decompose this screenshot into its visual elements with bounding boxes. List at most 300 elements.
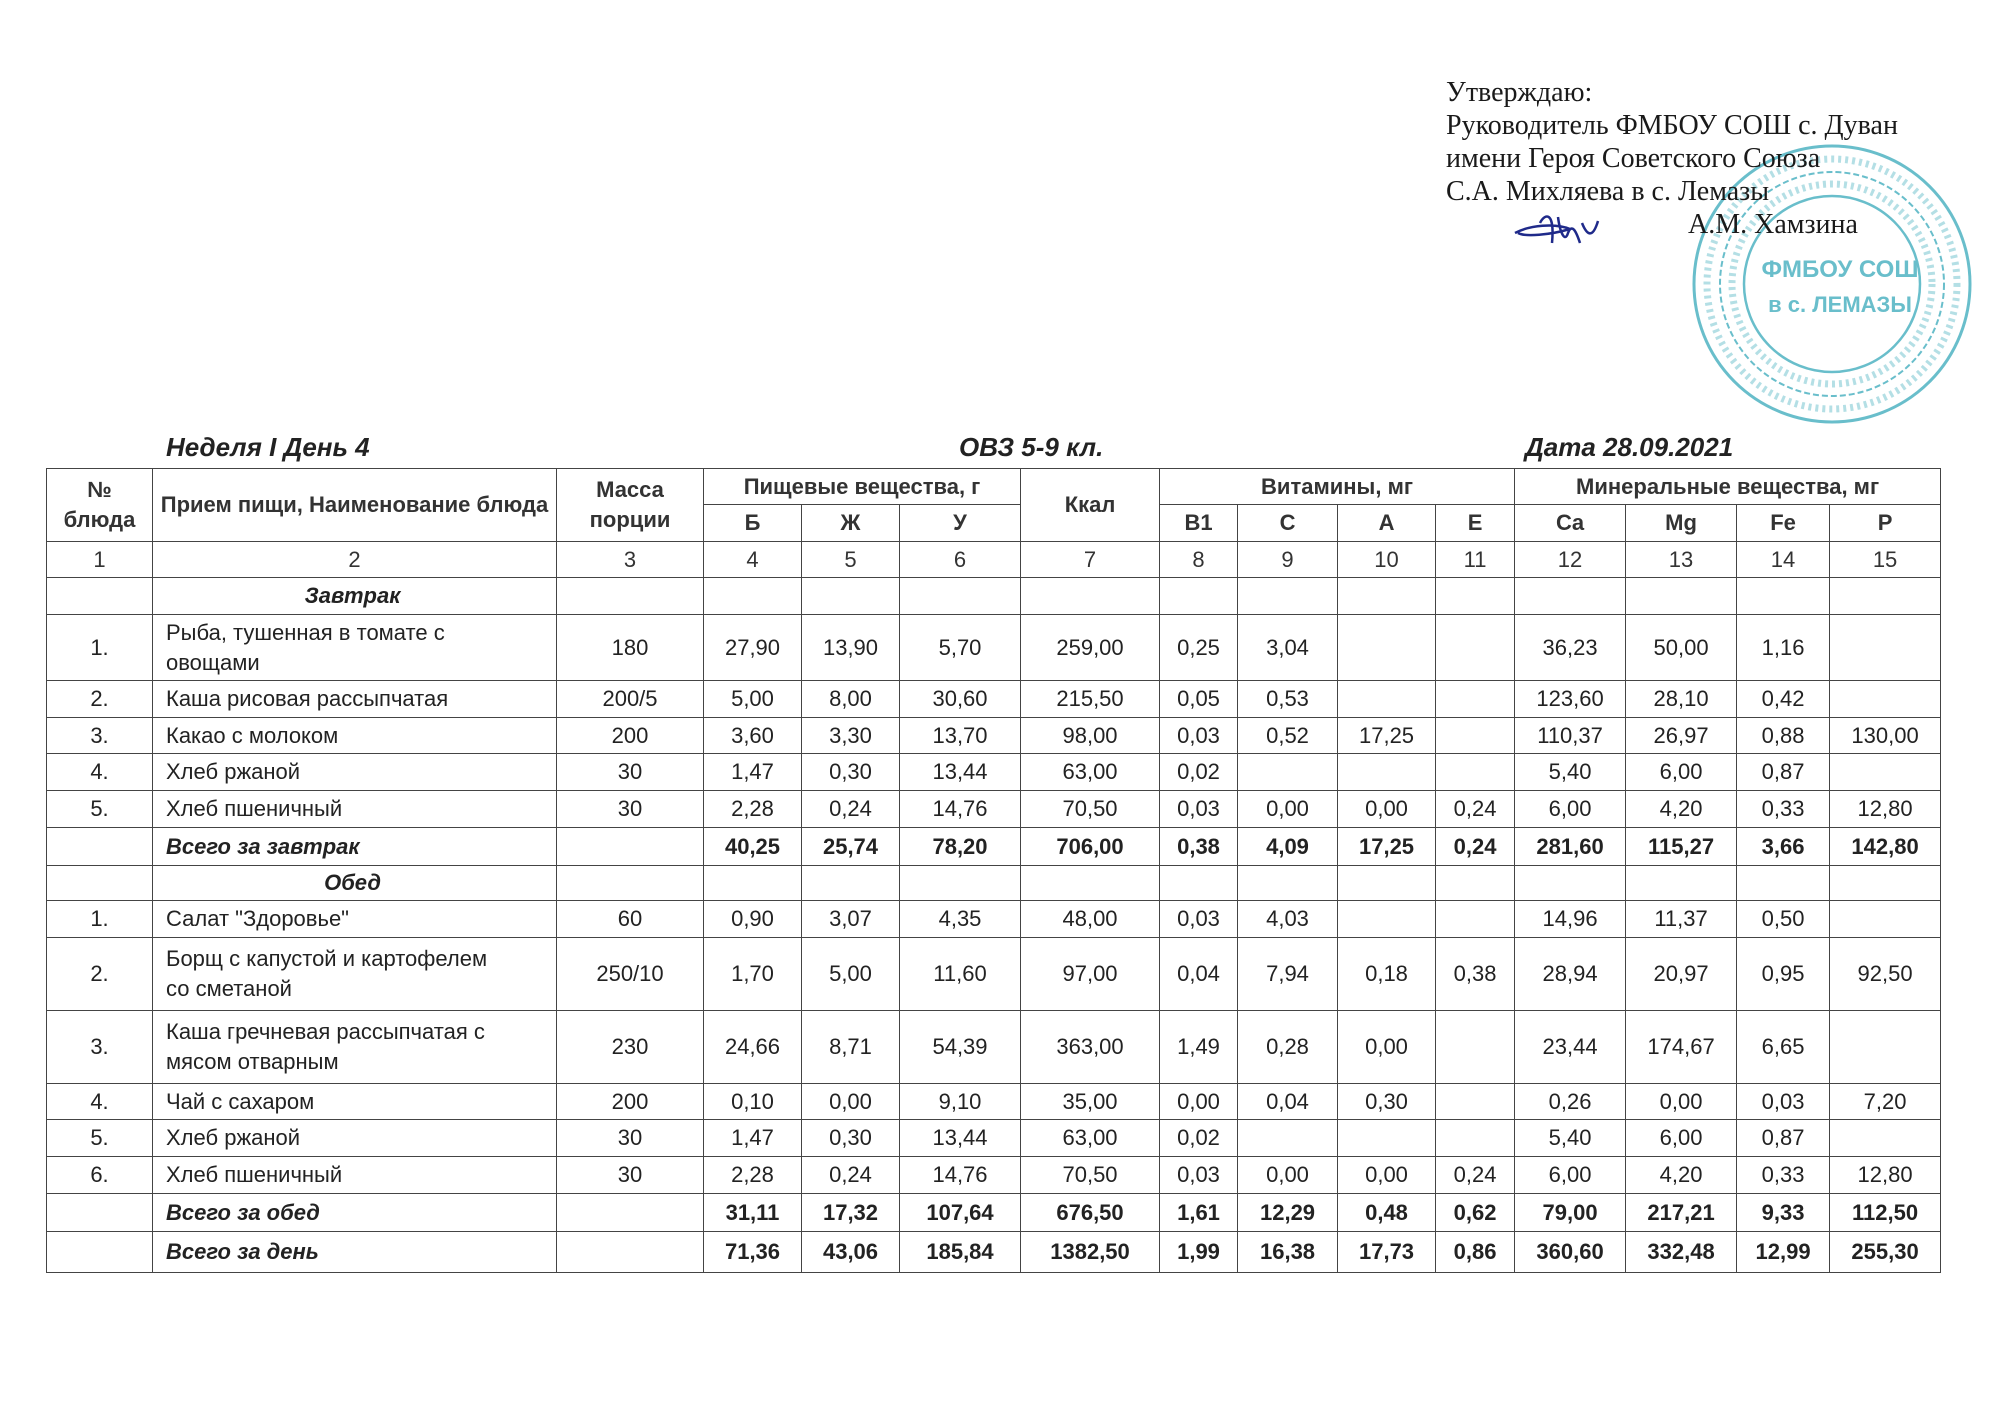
table-row	[47, 1011, 1941, 1084]
vit-a-cell: 0,18	[1338, 938, 1436, 1011]
dish-name-cell: Каша гречневая рассыпчатая с мясом отварным	[153, 1011, 557, 1084]
protein-cell: 1,47	[704, 1120, 802, 1157]
vit-b1-cell: 0,03	[1160, 718, 1238, 754]
vit-e-cell	[1436, 1120, 1515, 1157]
iron-cell: 0,50	[1737, 901, 1830, 938]
protein-cell	[704, 578, 802, 615]
calcium-cell: 6,00	[1515, 1157, 1626, 1194]
kcal-cell: 97,00	[1021, 938, 1160, 1011]
portion-mass-cell	[557, 828, 704, 866]
dish-number-cell: 3.	[47, 1011, 153, 1084]
protein-cell: 71,36	[704, 1232, 802, 1273]
table-row	[47, 938, 1941, 1011]
portion-mass-cell: 200	[557, 1084, 704, 1120]
vit-b1-cell	[1160, 866, 1238, 901]
protein-cell: 5,00	[704, 681, 802, 718]
magnesium-cell: 0,00	[1626, 1084, 1737, 1120]
header-minerals: Минеральные вещества, мг	[1515, 469, 1941, 505]
vit-b1-cell: 1,61	[1160, 1194, 1238, 1232]
vit-e-cell: 0,24	[1436, 791, 1515, 828]
vit-e-cell: 0,86	[1436, 1232, 1515, 1273]
dish-name-cell: Завтрак	[153, 578, 557, 615]
carbs-cell: 185,84	[900, 1232, 1021, 1273]
iron-cell: 0,03	[1737, 1084, 1830, 1120]
dish-name-cell: Хлеб пшеничный	[153, 1157, 557, 1194]
column-number: 15	[1830, 542, 1941, 578]
approval-signer: А.М. Хамзина	[1688, 209, 1858, 240]
table-row	[47, 681, 1941, 718]
header-protein: Б	[704, 505, 802, 542]
header-carbs: У	[900, 505, 1021, 542]
vit-a-cell	[1338, 1120, 1436, 1157]
iron-cell: 0,33	[1737, 1157, 1830, 1194]
carbs-cell: 4,35	[900, 901, 1021, 938]
carbs-cell: 13,70	[900, 718, 1021, 754]
vit-e-cell: 0,24	[1436, 828, 1515, 866]
vit-c-cell	[1238, 578, 1338, 615]
phosphorus-cell	[1830, 1011, 1941, 1084]
vit-b1-cell: 0,05	[1160, 681, 1238, 718]
fat-cell: 3,30	[802, 718, 900, 754]
kcal-cell: 215,50	[1021, 681, 1160, 718]
column-number: 9	[1238, 542, 1338, 578]
magnesium-cell: 174,67	[1626, 1011, 1737, 1084]
dish-name-cell: Всего за завтрак	[153, 828, 557, 866]
vit-b1-cell: 0,03	[1160, 791, 1238, 828]
dish-name-cell: Борщ с капустой и картофелем со сметаной	[153, 938, 557, 1011]
phosphorus-cell: 12,80	[1830, 1157, 1941, 1194]
header-kcal: Ккал	[1021, 469, 1160, 542]
phosphorus-cell	[1830, 901, 1941, 938]
vit-e-cell	[1436, 615, 1515, 681]
calcium-cell: 79,00	[1515, 1194, 1626, 1232]
protein-cell: 3,60	[704, 718, 802, 754]
vit-c-cell: 12,29	[1238, 1194, 1338, 1232]
dish-name-cell: Чай с сахаром	[153, 1084, 557, 1120]
vit-e-cell	[1436, 1011, 1515, 1084]
calcium-cell: 281,60	[1515, 828, 1626, 866]
iron-cell: 9,33	[1737, 1194, 1830, 1232]
column-number: 3	[557, 542, 704, 578]
vit-e-cell: 0,62	[1436, 1194, 1515, 1232]
dish-name-cell: Рыба, тушенная в томате с овощами	[153, 615, 557, 681]
vit-c-cell: 0,04	[1238, 1084, 1338, 1120]
vit-a-cell: 0,00	[1338, 1011, 1436, 1084]
header-mass: Масса порции	[557, 469, 704, 542]
total-row	[47, 1232, 1941, 1273]
magnesium-cell: 6,00	[1626, 754, 1737, 791]
portion-mass-cell: 30	[557, 791, 704, 828]
portion-mass-cell	[557, 1232, 704, 1273]
kcal-cell: 98,00	[1021, 718, 1160, 754]
fat-cell: 8,00	[802, 681, 900, 718]
table-row	[47, 1120, 1941, 1157]
vit-c-cell	[1238, 1120, 1338, 1157]
vit-b1-cell: 0,02	[1160, 754, 1238, 791]
calcium-cell	[1515, 578, 1626, 615]
approval-line: Утверждаю:	[1446, 77, 1593, 108]
kcal-cell: 48,00	[1021, 901, 1160, 938]
portion-mass-cell: 30	[557, 1157, 704, 1194]
fat-cell: 17,32	[802, 1194, 900, 1232]
iron-cell: 0,42	[1737, 681, 1830, 718]
phosphorus-cell: 7,20	[1830, 1084, 1941, 1120]
menu-table	[46, 468, 1941, 1273]
portion-mass-cell: 200/5	[557, 681, 704, 718]
vit-e-cell: 0,24	[1436, 1157, 1515, 1194]
date-title: Дата 28.09.2021	[1525, 432, 1734, 462]
vit-e-cell	[1436, 578, 1515, 615]
dish-name-cell: Салат "Здоровье"	[153, 901, 557, 938]
header-vit-c: C	[1238, 505, 1338, 542]
magnesium-cell: 20,97	[1626, 938, 1737, 1011]
phosphorus-cell	[1830, 615, 1941, 681]
portion-mass-cell: 180	[557, 615, 704, 681]
vit-c-cell: 0,52	[1238, 718, 1338, 754]
table-row	[47, 901, 1941, 938]
section-row	[47, 578, 1941, 615]
vit-b1-cell	[1160, 578, 1238, 615]
iron-cell: 0,87	[1737, 1120, 1830, 1157]
dish-number-cell	[47, 578, 153, 615]
group-title: ОВЗ 5-9 кл.	[959, 432, 1104, 462]
vit-c-cell: 0,28	[1238, 1011, 1338, 1084]
header-num: № блюда	[47, 469, 153, 542]
dish-number-cell	[47, 1194, 153, 1232]
protein-cell: 0,90	[704, 901, 802, 938]
vit-c-cell: 16,38	[1238, 1232, 1338, 1273]
vit-b1-cell: 0,38	[1160, 828, 1238, 866]
calcium-cell	[1515, 866, 1626, 901]
phosphorus-cell: 12,80	[1830, 791, 1941, 828]
calcium-cell: 0,26	[1515, 1084, 1626, 1120]
vit-e-cell: 0,38	[1436, 938, 1515, 1011]
vit-e-cell	[1436, 681, 1515, 718]
calcium-cell: 28,94	[1515, 938, 1626, 1011]
fat-cell: 8,71	[802, 1011, 900, 1084]
calcium-cell: 5,40	[1515, 754, 1626, 791]
table-row	[47, 718, 1941, 754]
kcal-cell: 70,50	[1021, 791, 1160, 828]
header-fe: Fe	[1737, 505, 1830, 542]
fat-cell	[802, 866, 900, 901]
protein-cell	[704, 866, 802, 901]
table-row	[47, 615, 1941, 681]
fat-cell: 0,24	[802, 1157, 900, 1194]
week-day-title: Неделя I День 4	[166, 432, 370, 462]
vit-c-cell	[1238, 754, 1338, 791]
approval-line: Руководитель ФМБОУ СОШ с. Дуван	[1446, 110, 1898, 141]
fat-cell: 0,24	[802, 791, 900, 828]
kcal-cell	[1021, 578, 1160, 615]
fat-cell: 0,30	[802, 1120, 900, 1157]
carbs-cell	[900, 866, 1021, 901]
phosphorus-cell	[1830, 578, 1941, 615]
dish-number-cell	[47, 866, 153, 901]
portion-mass-cell: 60	[557, 901, 704, 938]
portion-mass-cell: 200	[557, 718, 704, 754]
phosphorus-cell: 92,50	[1830, 938, 1941, 1011]
table-row	[47, 754, 1941, 791]
magnesium-cell: 28,10	[1626, 681, 1737, 718]
protein-cell: 31,11	[704, 1194, 802, 1232]
vit-a-cell: 0,00	[1338, 791, 1436, 828]
magnesium-cell: 217,21	[1626, 1194, 1737, 1232]
vit-c-cell: 4,09	[1238, 828, 1338, 866]
vit-e-cell	[1436, 1084, 1515, 1120]
vit-a-cell	[1338, 681, 1436, 718]
fat-cell: 0,30	[802, 754, 900, 791]
column-number: 2	[153, 542, 557, 578]
vit-c-cell: 4,03	[1238, 901, 1338, 938]
kcal-cell: 676,50	[1021, 1194, 1160, 1232]
carbs-cell: 30,60	[900, 681, 1021, 718]
vit-b1-cell: 0,02	[1160, 1120, 1238, 1157]
dish-number-cell: 5.	[47, 1120, 153, 1157]
dish-number-cell	[47, 1232, 153, 1273]
kcal-cell: 63,00	[1021, 1120, 1160, 1157]
calcium-cell: 23,44	[1515, 1011, 1626, 1084]
dish-number-cell: 1.	[47, 901, 153, 938]
approval-line: С.А. Михляева в с. Лемазы	[1446, 176, 1770, 207]
kcal-cell: 63,00	[1021, 754, 1160, 791]
calcium-cell: 6,00	[1515, 791, 1626, 828]
vit-b1-cell: 1,99	[1160, 1232, 1238, 1273]
vit-a-cell: 17,25	[1338, 828, 1436, 866]
header-vit-b1: B1	[1160, 505, 1238, 542]
dish-name-cell: Обед	[153, 866, 557, 901]
fat-cell: 0,00	[802, 1084, 900, 1120]
vit-a-cell	[1338, 754, 1436, 791]
column-number-row	[47, 542, 1941, 578]
total-row	[47, 828, 1941, 866]
magnesium-cell: 115,27	[1626, 828, 1737, 866]
portion-mass-cell: 30	[557, 1120, 704, 1157]
carbs-cell: 9,10	[900, 1084, 1021, 1120]
vit-b1-cell: 0,00	[1160, 1084, 1238, 1120]
kcal-cell: 706,00	[1021, 828, 1160, 866]
vit-b1-cell: 0,03	[1160, 1157, 1238, 1194]
column-number: 14	[1737, 542, 1830, 578]
header-fat: Ж	[802, 505, 900, 542]
portion-mass-cell: 230	[557, 1011, 704, 1084]
calcium-cell: 360,60	[1515, 1232, 1626, 1273]
phosphorus-cell	[1830, 754, 1941, 791]
portion-mass-cell	[557, 1194, 704, 1232]
magnesium-cell	[1626, 578, 1737, 615]
vit-a-cell	[1338, 866, 1436, 901]
carbs-cell: 11,60	[900, 938, 1021, 1011]
kcal-cell: 259,00	[1021, 615, 1160, 681]
iron-cell	[1737, 866, 1830, 901]
iron-cell: 1,16	[1737, 615, 1830, 681]
carbs-cell: 78,20	[900, 828, 1021, 866]
magnesium-cell: 50,00	[1626, 615, 1737, 681]
vit-c-cell: 7,94	[1238, 938, 1338, 1011]
phosphorus-cell	[1830, 1120, 1941, 1157]
vit-e-cell	[1436, 901, 1515, 938]
phosphorus-cell	[1830, 866, 1941, 901]
dish-number-cell: 4.	[47, 754, 153, 791]
carbs-cell: 14,76	[900, 1157, 1021, 1194]
vit-c-cell: 0,53	[1238, 681, 1338, 718]
kcal-cell	[1021, 866, 1160, 901]
column-number: 4	[704, 542, 802, 578]
dish-name-cell: Хлеб пшеничный	[153, 791, 557, 828]
dish-number-cell: 5.	[47, 791, 153, 828]
iron-cell: 0,87	[1737, 754, 1830, 791]
vit-e-cell	[1436, 866, 1515, 901]
fat-cell	[802, 578, 900, 615]
calcium-cell: 36,23	[1515, 615, 1626, 681]
magnesium-cell	[1626, 866, 1737, 901]
column-number: 13	[1626, 542, 1737, 578]
fat-cell: 3,07	[802, 901, 900, 938]
column-number: 6	[900, 542, 1021, 578]
magnesium-cell: 6,00	[1626, 1120, 1737, 1157]
iron-cell: 0,33	[1737, 791, 1830, 828]
total-row	[47, 1194, 1941, 1232]
vit-c-cell: 0,00	[1238, 791, 1338, 828]
carbs-cell	[900, 578, 1021, 615]
dish-name-cell: Каша рисовая рассыпчатая	[153, 681, 557, 718]
vit-a-cell	[1338, 578, 1436, 615]
portion-mass-cell: 30	[557, 754, 704, 791]
portion-mass-cell	[557, 866, 704, 901]
phosphorus-cell: 130,00	[1830, 718, 1941, 754]
dish-number-cell: 4.	[47, 1084, 153, 1120]
kcal-cell: 70,50	[1021, 1157, 1160, 1194]
dish-name-cell: Всего за день	[153, 1232, 557, 1273]
carbs-cell: 13,44	[900, 1120, 1021, 1157]
vit-a-cell	[1338, 901, 1436, 938]
phosphorus-cell: 112,50	[1830, 1194, 1941, 1232]
vit-a-cell: 17,25	[1338, 718, 1436, 754]
header-name: Прием пищи, Наименование блюда	[153, 469, 557, 542]
protein-cell: 1,47	[704, 754, 802, 791]
kcal-cell: 363,00	[1021, 1011, 1160, 1084]
vit-e-cell	[1436, 718, 1515, 754]
dish-number-cell: 2.	[47, 681, 153, 718]
magnesium-cell: 332,48	[1626, 1232, 1737, 1273]
dish-number-cell	[47, 828, 153, 866]
kcal-cell: 35,00	[1021, 1084, 1160, 1120]
kcal-cell: 1382,50	[1021, 1232, 1160, 1273]
fat-cell: 5,00	[802, 938, 900, 1011]
dish-number-cell: 6.	[47, 1157, 153, 1194]
vit-a-cell: 0,48	[1338, 1194, 1436, 1232]
column-number: 5	[802, 542, 900, 578]
dish-number-cell: 2.	[47, 938, 153, 1011]
carbs-cell: 14,76	[900, 791, 1021, 828]
magnesium-cell: 4,20	[1626, 791, 1737, 828]
dish-name-cell: Хлеб ржаной	[153, 1120, 557, 1157]
stamp-line2: в с. ЛЕМАЗЫ	[1768, 292, 1912, 317]
vit-b1-cell: 1,49	[1160, 1011, 1238, 1084]
column-number: 11	[1436, 542, 1515, 578]
magnesium-cell: 4,20	[1626, 1157, 1737, 1194]
iron-cell: 0,88	[1737, 718, 1830, 754]
iron-cell: 0,95	[1737, 938, 1830, 1011]
vit-b1-cell: 0,25	[1160, 615, 1238, 681]
vit-c-cell: 3,04	[1238, 615, 1338, 681]
protein-cell: 24,66	[704, 1011, 802, 1084]
header-ca: Ca	[1515, 505, 1626, 542]
dish-number-cell: 1.	[47, 615, 153, 681]
header-mg: Mg	[1626, 505, 1737, 542]
vit-b1-cell: 0,04	[1160, 938, 1238, 1011]
table-row	[47, 1084, 1941, 1120]
column-number: 12	[1515, 542, 1626, 578]
iron-cell: 6,65	[1737, 1011, 1830, 1084]
table-row	[47, 791, 1941, 828]
carbs-cell: 54,39	[900, 1011, 1021, 1084]
protein-cell: 40,25	[704, 828, 802, 866]
portion-mass-cell: 250/10	[557, 938, 704, 1011]
calcium-cell: 14,96	[1515, 901, 1626, 938]
iron-cell	[1737, 578, 1830, 615]
protein-cell: 2,28	[704, 791, 802, 828]
header-nutrients: Пищевые вещества, г	[704, 469, 1021, 505]
vit-c-cell	[1238, 866, 1338, 901]
portion-mass-cell	[557, 578, 704, 615]
menu-table-body	[47, 578, 1941, 1273]
header-vit-a: A	[1338, 505, 1436, 542]
dish-number-cell: 3.	[47, 718, 153, 754]
iron-cell: 12,99	[1737, 1232, 1830, 1273]
magnesium-cell: 11,37	[1626, 901, 1737, 938]
column-number: 7	[1021, 542, 1160, 578]
calcium-cell: 110,37	[1515, 718, 1626, 754]
phosphorus-cell: 255,30	[1830, 1232, 1941, 1273]
fat-cell: 13,90	[802, 615, 900, 681]
carbs-cell: 107,64	[900, 1194, 1021, 1232]
carbs-cell: 13,44	[900, 754, 1021, 791]
header-vitamins: Витамины, мг	[1160, 469, 1515, 505]
vit-a-cell: 0,00	[1338, 1157, 1436, 1194]
calcium-cell: 5,40	[1515, 1120, 1626, 1157]
phosphorus-cell: 142,80	[1830, 828, 1941, 866]
section-row	[47, 866, 1941, 901]
stamp-line1: ФМБОУ СОШ	[1761, 256, 1919, 283]
vit-a-cell: 17,73	[1338, 1232, 1436, 1273]
approval-line: имени Героя Советского Союза	[1446, 143, 1821, 174]
phosphorus-cell	[1830, 681, 1941, 718]
fat-cell: 43,06	[802, 1232, 900, 1273]
dish-name-cell: Какао с молоком	[153, 718, 557, 754]
iron-cell: 3,66	[1737, 828, 1830, 866]
vit-c-cell: 0,00	[1238, 1157, 1338, 1194]
protein-cell: 2,28	[704, 1157, 802, 1194]
vit-e-cell	[1436, 754, 1515, 791]
dish-name-cell: Хлеб ржаной	[153, 754, 557, 791]
signature-icon	[1510, 203, 1605, 253]
vit-a-cell	[1338, 615, 1436, 681]
fat-cell: 25,74	[802, 828, 900, 866]
carbs-cell: 5,70	[900, 615, 1021, 681]
protein-cell: 0,10	[704, 1084, 802, 1120]
column-number: 8	[1160, 542, 1238, 578]
protein-cell: 27,90	[704, 615, 802, 681]
column-number: 10	[1338, 542, 1436, 578]
vit-b1-cell: 0,03	[1160, 901, 1238, 938]
header-vit-e: E	[1436, 505, 1515, 542]
dish-name-cell: Всего за обед	[153, 1194, 557, 1232]
header-p: P	[1830, 505, 1941, 542]
column-number: 1	[47, 542, 153, 578]
calcium-cell: 123,60	[1515, 681, 1626, 718]
table-row	[47, 1157, 1941, 1194]
